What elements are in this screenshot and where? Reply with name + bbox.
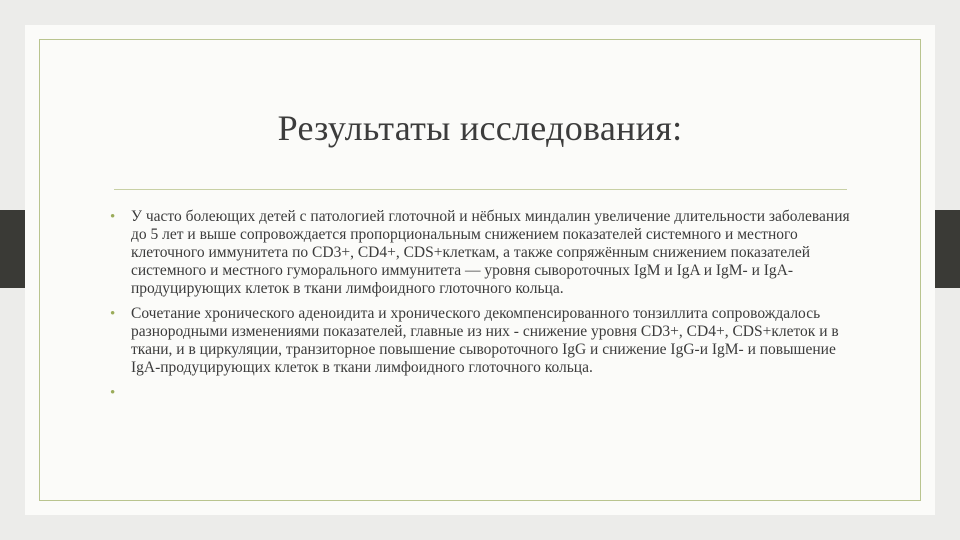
bullet-icon: • [110,209,116,225]
bullet-icon: • [110,306,116,322]
bullet-item [107,208,867,298]
title-divider [114,189,847,190]
bullet-icon: • [110,385,116,401]
slide-card [25,25,935,515]
bullet-item [107,305,867,377]
bullet-text: У часто болеющих детей с патологией глоточной и нёбных миндалин увеличение длительности заболевания до 5 лет и выше сопровождается пропорциональным снижением показателей системного и местного клеточного иммунитета по CD3+, CD4+, CDS+клеткам, а также сопряжённым снижением показателей системного и местного гуморального иммунитета — уровня сывороточных IgM и IgA и IgM- и IgA-продуцирующих клеток в ткани лимфоидного глоточного кольца. [131,208,850,297]
slide-title: Результаты исследования: [277,108,683,148]
bullet-text: Сочетание хронического аденоидита и хронического декомпенсированного тонзиллита сопровождалось разнородными изменениями показателей, главные из них - снижение уровня CD3+, CD4+, CDS+клеток и в ткани, и в циркуляции, транзиторное повышение сывороточного IgG и снижение IgG-и IgM- и повышение IgA-продуцирующих клеток в ткани лимфоидного глоточного кольца. [131,305,839,376]
bullet-list [107,208,867,401]
